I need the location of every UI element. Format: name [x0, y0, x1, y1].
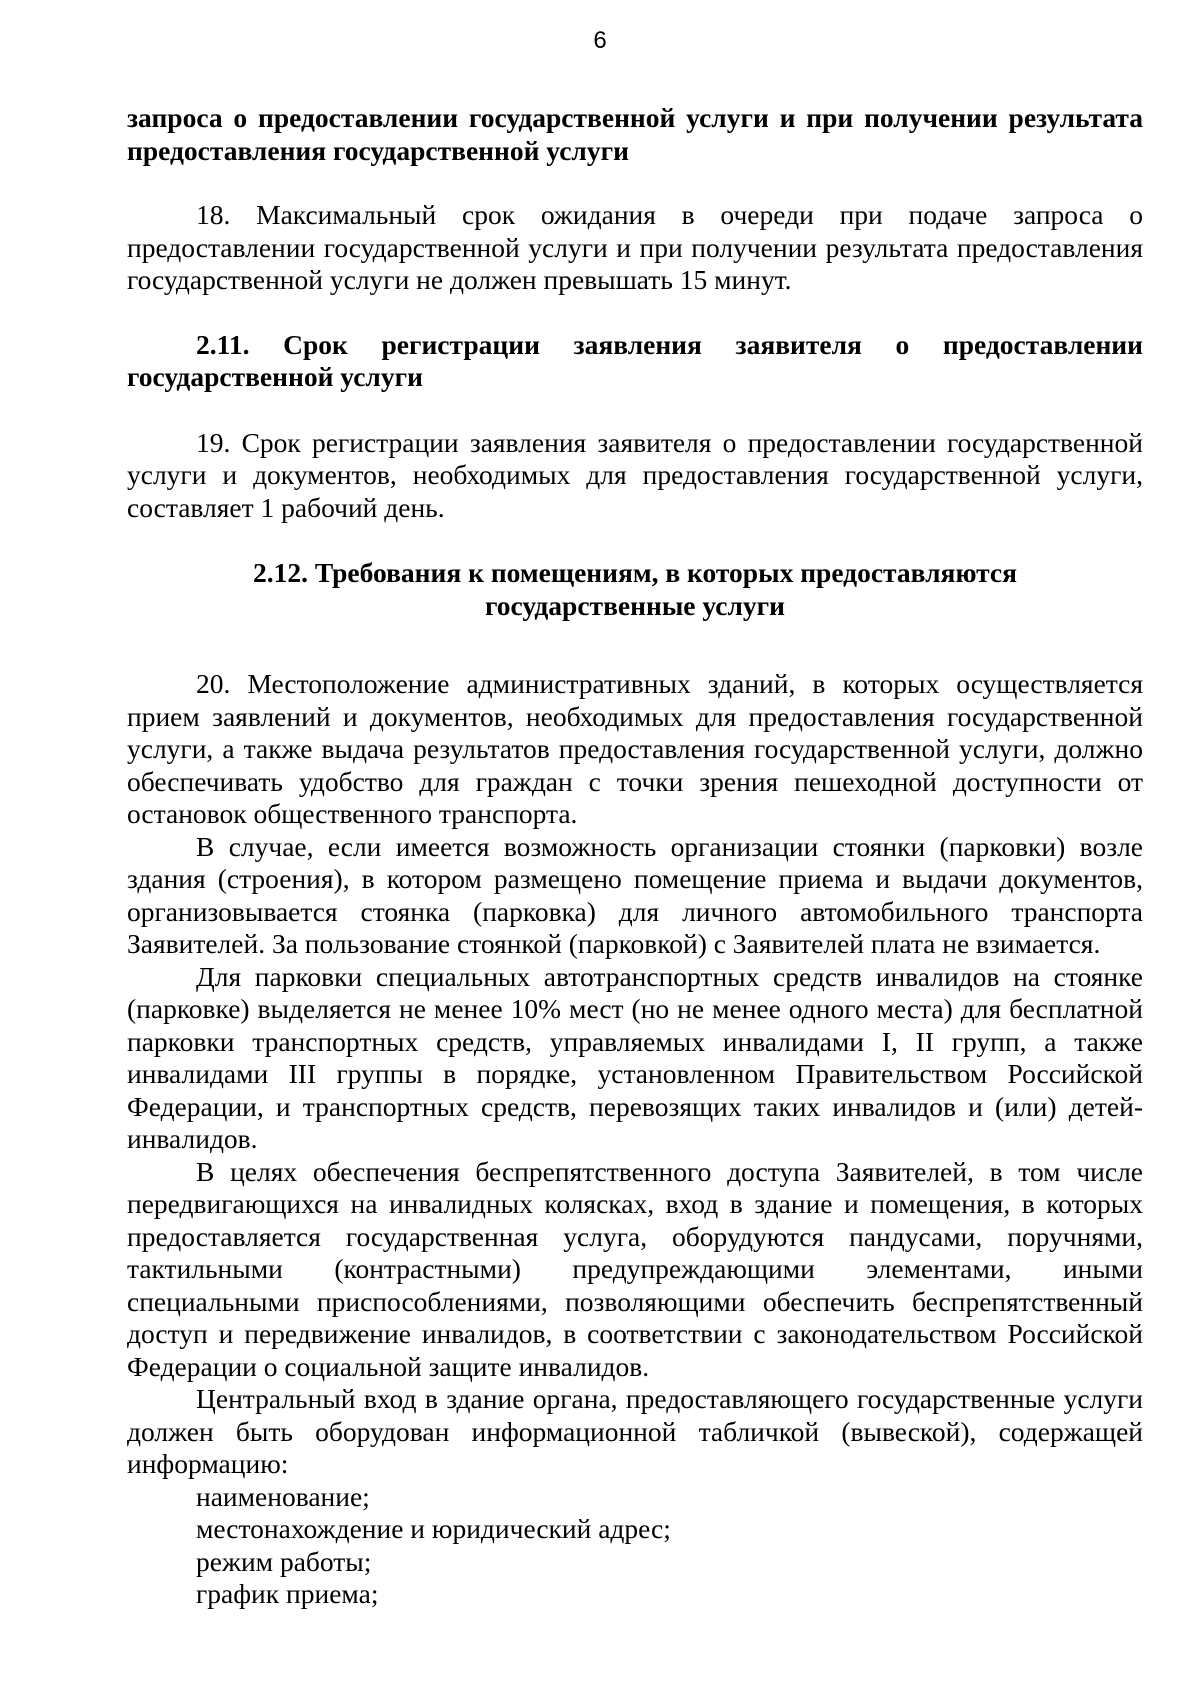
page-number: 6	[593, 27, 607, 54]
paragraph-access: В целях обеспечения беспрепятственного доступа Заявителей, в том числе передвигающихся на инвалидных колясках, вход в здание и помещения, в которых предоставляется государственная услуга, оборудуются пандусами, поручнями, тактильными (контрастными) предупреждающими элементами, иными специальными приспособлениями, позволяющими обеспечить беспрепятственный доступ и передвижение инвалидов, в соответствии с законодательством Российской Федерации о социальной защите инвалидов.	[127, 1155, 1143, 1382]
paragraph-18: 18. Максимальный срок ожидания в очереди при подаче запроса о предоставлении государственной услуги и при получении результата предоставления государственной услуги не должен превышать 15 минут.	[127, 199, 1143, 295]
heading-continuation: запроса о предоставлении государственной услуги и при получении результата предоставления государственной услуги	[127, 102, 1143, 166]
list-item-reception-schedule: график приема;	[196, 1578, 379, 1609]
paragraph-19: 19. Срок регистрации заявления заявителя о предоставлении государственной услуги и документов, необходимых для предоставления государственной услуги, составляет 1 рабочий день.	[127, 426, 1143, 523]
section-heading-2-12	[127, 557, 1143, 622]
paragraph-disabled-parking: Для парковки специальных автотранспортных средств инвалидов на стоянке (парковке) выделяется не менее 10% мест (но не менее одного места) для бесплатной парковки транспортных средств, управляемых инвалидами I, II групп, а также инвалидами III группы в порядке, установленном Правительством Российской Федерации, и транспортных средств, перевозящих таких инвалидов и (или) детей-инвалидов.	[127, 960, 1143, 1154]
section-heading-2-12-line-2: государственные услуги	[484, 589, 785, 621]
paragraph-20: 20. Местоположение административных зданий, в которых осуществляется прием заявлений и документов, необходимых для предоставления государственной услуги, а также выдача результатов предоставления государственной услуги, должно обеспечивать удобство для граждан с точки зрения пешеходной доступности от остановок общественного транспорта.	[127, 668, 1143, 829]
document-content	[127, 102, 1143, 1611]
paragraph-parking: В случае, если имеется возможность организации стоянки (парковки) возле здания (строения), в котором размещено помещение приема и выдачи документов, организовывается стоянка (парковка) для личного автомобильного транспорта Заявителей. За пользование стоянкой (парковкой) с Заявителей плата не взимается.	[127, 830, 1143, 959]
list-item-address: местонахождение и юридический адрес;	[196, 1513, 671, 1544]
list-item-working-hours: режим работы;	[196, 1545, 372, 1577]
list-item-name: наименование;	[196, 1480, 370, 1512]
paragraph-entrance: Центральный вход в здание органа, предоставляющего государственные услуги должен быть оборудован информационной табличкой (вывеской), содержащей информацию:	[127, 1383, 1143, 1479]
section-heading-2-11: 2.11. Срок регистрации заявления заявителя о предоставлении государственной услуги	[127, 328, 1143, 392]
section-heading-2-12-line-1: 2.12. Требования к помещениям, в которых предоставляются	[252, 557, 1018, 588]
